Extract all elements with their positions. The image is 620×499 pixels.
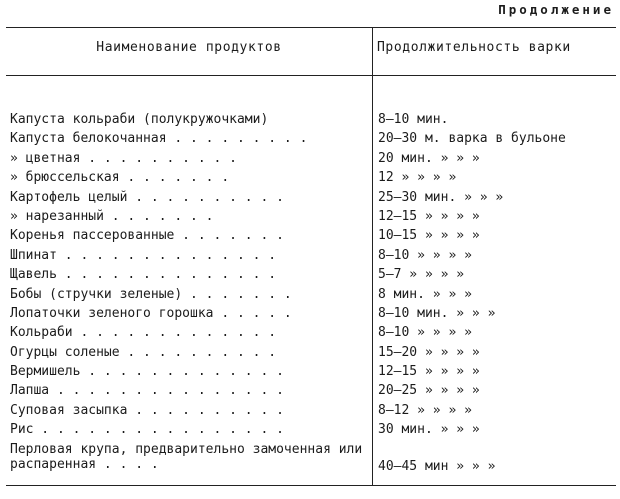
product-name: Кольраби . . . . . . . . . . . . . — [10, 325, 277, 341]
product-name: Капуста кольраби (полукружочками) — [10, 112, 269, 127]
table-row — [6, 266, 616, 285]
product-name: » цветная . . . . . . . . . . — [10, 150, 237, 166]
table-row — [6, 305, 616, 324]
cooking-duration: 10—15 » » » » — [378, 228, 480, 244]
table-row — [6, 286, 616, 305]
table-row — [6, 324, 616, 343]
header-divider — [6, 75, 616, 76]
table-row — [6, 208, 616, 227]
cooking-duration: 8—10 мин. » » » — [378, 305, 496, 321]
cooking-duration: 8—10 » » » » — [378, 247, 472, 263]
table-row — [6, 189, 616, 208]
column-header-duration: Продолжительность варки — [377, 40, 571, 55]
table-row — [6, 402, 616, 421]
product-name: Вермишель . . . . . . . . . . . . . — [10, 364, 284, 380]
product-name: » брюссельская . . . . . . . — [10, 170, 230, 186]
table-row — [6, 421, 616, 440]
product-name: Перловая крупа, предварительно замоченная или распаренная . . . . — [10, 441, 363, 472]
cooking-duration: 5—7 » » » » — [378, 267, 465, 283]
cooking-duration: 20—25 » » » » — [378, 383, 480, 399]
cooking-duration: 20 мин. » » » — [378, 150, 480, 166]
cooking-duration: 40—45 мин » » » — [378, 458, 496, 474]
cooking-duration: 12—15 » » » » — [378, 364, 480, 380]
cooking-duration: 8 мин. » » » — [378, 286, 472, 302]
product-name: » нарезанный . . . . . . . — [10, 208, 214, 224]
table-row — [6, 130, 616, 149]
product-name: Бобы (стручки зеленые) . . . . . . . — [10, 286, 292, 302]
table-row — [6, 111, 616, 130]
product-name: Капуста белокочанная . . . . . . . . . — [10, 131, 308, 147]
table-row — [6, 441, 616, 481]
product-name: Суповая засыпка . . . . . . . . . . — [10, 402, 284, 418]
cooking-time-table — [6, 27, 616, 486]
table-row — [6, 247, 616, 266]
cooking-duration: 15—20 » » » » — [378, 344, 480, 360]
product-name: Картофель целый . . . . . . . . . . — [10, 189, 284, 205]
table-row — [6, 150, 616, 169]
table-row — [6, 169, 616, 188]
table-row — [6, 344, 616, 363]
product-name: Шпинат . . . . . . . . . . . . . . — [10, 247, 277, 263]
product-name: Лопаточки зеленого горошка . . . . . — [10, 305, 292, 321]
table-body — [6, 111, 616, 481]
cooking-duration: 8—10 » » » » — [378, 325, 472, 341]
continuation-header: Продолжение — [498, 2, 614, 17]
cooking-duration: 12 » » » » — [378, 170, 457, 186]
product-name: Коренья пассерованные . . . . . . . — [10, 228, 284, 244]
product-name: Огурцы соленые . . . . . . . . . . — [10, 344, 277, 360]
table-row — [6, 363, 616, 382]
table-row — [6, 382, 616, 401]
product-name: Щавель . . . . . . . . . . . . . . — [10, 267, 277, 283]
cooking-duration: 8—10 мин. — [378, 112, 449, 127]
cooking-duration: 30 мин. » » » — [378, 422, 480, 438]
product-name: Лапша . . . . . . . . . . . . . . . — [10, 383, 284, 399]
product-name: Рис . . . . . . . . . . . . . . . . — [10, 422, 284, 438]
cooking-duration: 12—15 » » » » — [378, 208, 480, 224]
table-row — [6, 227, 616, 246]
cooking-duration: 25—30 мин. » » » — [378, 189, 504, 205]
cooking-duration: 8—12 » » » » — [378, 402, 472, 418]
cooking-duration: 20—30 м. варка в бульоне — [378, 131, 566, 147]
column-header-products: Наименование продуктов — [96, 40, 282, 55]
